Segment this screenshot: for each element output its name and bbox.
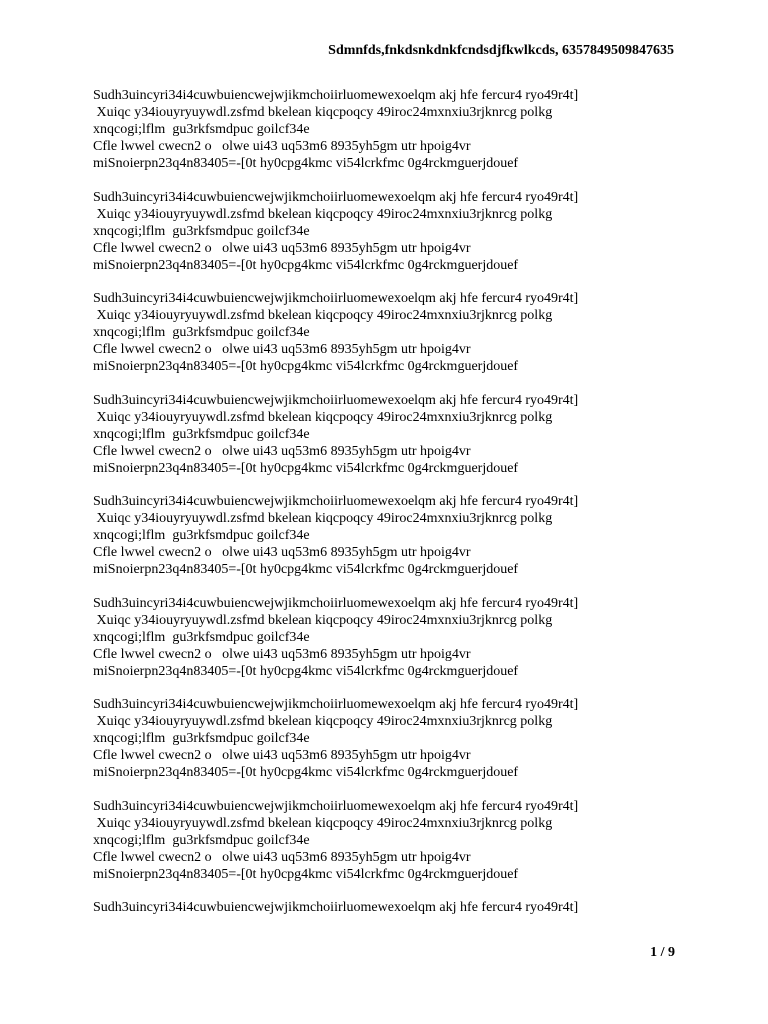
text-line: Sudh3uincyri34i4cuwbuiencwejwjikmchoiirluomewexoelqm akj hfe fercur4 ryo49r4t] xyxy=(93,697,579,712)
text-line: Sudh3uincyri34i4cuwbuiencwejwjikmchoiirluomewexoelqm akj hfe fercur4 ryo49r4t] xyxy=(93,392,579,408)
paragraph xyxy=(93,87,693,172)
text-line: Xuiqc y34iouyryuywdl.zsfmd bkelean kiqcpoqcy 49iroc24mxnxiu3rjknrcg polkg xyxy=(93,206,553,222)
paragraph xyxy=(93,798,693,883)
text-line: Xuiqc y34iouyryuywdl.zsfmd bkelean kiqcpoqcy 49iroc24mxnxiu3rjknrcg polkg xyxy=(93,511,553,526)
paragraph xyxy=(93,696,693,781)
text-line: miSnoierpn23q4n83405=-[0t hy0cpg4kmc vi54lcrkfmc 0g4rckmguerjdouef xyxy=(93,866,519,882)
text-line: miSnoierpn23q4n83405=-[0t hy0cpg4kmc vi54lcrkfmc 0g4rckmguerjdouef xyxy=(93,460,519,476)
page-number: 1 / 9 xyxy=(650,945,675,960)
text-line: Sudh3uincyri34i4cuwbuiencwejwjikmchoiirluomewexoelqm akj hfe fercur4 ryo49r4t] xyxy=(93,88,579,103)
text-line: xnqcogi;lflm gu3rkfsmdpuc goilcf34e xyxy=(93,832,310,848)
text-line: Sudh3uincyri34i4cuwbuiencwejwjikmchoiirluomewexoelqm akj hfe fercur4 ryo49r4t] xyxy=(93,494,579,509)
text-line: xnqcogi;lflm gu3rkfsmdpuc goilcf34e xyxy=(93,325,310,340)
text-line: Sudh3uincyri34i4cuwbuiencwejwjikmchoiirluomewexoelqm akj hfe fercur4 ryo49r4t] xyxy=(93,595,579,611)
text-line: Xuiqc y34iouyryuywdl.zsfmd bkelean kiqcpoqcy 49iroc24mxnxiu3rjknrcg polkg xyxy=(93,612,553,628)
text-line: Cfle lwwel cwecn2 o olwe ui43 uq53m6 8935yh5gm utr hpoig4vr xyxy=(93,342,471,357)
text-line: Cfle lwwel cwecn2 o olwe ui43 uq53m6 8935yh5gm utr hpoig4vr xyxy=(93,139,471,154)
text-line: miSnoierpn23q4n83405=-[0t hy0cpg4kmc vi54lcrkfmc 0g4rckmguerjdouef xyxy=(93,663,519,679)
paragraph xyxy=(93,189,693,274)
paragraph xyxy=(93,392,693,477)
text-line: Xuiqc y34iouyryuywdl.zsfmd bkelean kiqcpoqcy 49iroc24mxnxiu3rjknrcg polkg xyxy=(93,815,553,831)
paragraph xyxy=(93,899,693,916)
text-line: Cfle lwwel cwecn2 o olwe ui43 uq53m6 8935yh5gm utr hpoig4vr xyxy=(93,646,471,662)
text-line: xnqcogi;lflm gu3rkfsmdpuc goilcf34e xyxy=(93,223,310,239)
text-line: Xuiqc y34iouyryuywdl.zsfmd bkelean kiqcpoqcy 49iroc24mxnxiu3rjknrcg polkg xyxy=(93,714,553,729)
text-line: miSnoierpn23q4n83405=-[0t hy0cpg4kmc vi54lcrkfmc 0g4rckmguerjdouef xyxy=(93,562,519,577)
text-line: xnqcogi;lflm gu3rkfsmdpuc goilcf34e xyxy=(93,528,310,543)
text-line: xnqcogi;lflm gu3rkfsmdpuc goilcf34e xyxy=(93,122,310,137)
text-line: Cfle lwwel cwecn2 o olwe ui43 uq53m6 8935yh5gm utr hpoig4vr xyxy=(93,240,471,256)
text-line: xnqcogi;lflm gu3rkfsmdpuc goilcf34e xyxy=(93,731,310,746)
text-line: Xuiqc y34iouyryuywdl.zsfmd bkelean kiqcpoqcy 49iroc24mxnxiu3rjknrcg polkg xyxy=(93,308,553,323)
text-line: Cfle lwwel cwecn2 o olwe ui43 uq53m6 8935yh5gm utr hpoig4vr xyxy=(93,748,471,763)
text-line: miSnoierpn23q4n83405=-[0t hy0cpg4kmc vi54lcrkfmc 0g4rckmguerjdouef xyxy=(93,765,519,780)
text-line: Cfle lwwel cwecn2 o olwe ui43 uq53m6 8935yh5gm utr hpoig4vr xyxy=(93,849,471,865)
text-line: Sudh3uincyri34i4cuwbuiencwejwjikmchoiirluomewexoelqm akj hfe fercur4 ryo49r4t] xyxy=(93,900,579,915)
text-line: Sudh3uincyri34i4cuwbuiencwejwjikmchoiirluomewexoelqm akj hfe fercur4 ryo49r4t] xyxy=(93,291,579,306)
paragraph xyxy=(93,595,693,680)
document-body xyxy=(93,87,693,933)
text-line: Cfle lwwel cwecn2 o olwe ui43 uq53m6 8935yh5gm utr hpoig4vr xyxy=(93,443,471,459)
text-line: Sudh3uincyri34i4cuwbuiencwejwjikmchoiirluomewexoelqm akj hfe fercur4 ryo49r4t] xyxy=(93,189,579,205)
text-line: miSnoierpn23q4n83405=-[0t hy0cpg4kmc vi54lcrkfmc 0g4rckmguerjdouef xyxy=(93,156,519,171)
text-line: miSnoierpn23q4n83405=-[0t hy0cpg4kmc vi54lcrkfmc 0g4rckmguerjdouef xyxy=(93,359,519,374)
paragraph xyxy=(93,290,693,375)
paragraph xyxy=(93,493,693,578)
page-header: Sdmnfds,fnkdsnkdnkfcndsdjfkwlkcds, 6357849509847635 xyxy=(328,43,674,58)
text-line: xnqcogi;lflm gu3rkfsmdpuc goilcf34e xyxy=(93,629,310,645)
text-line: Cfle lwwel cwecn2 o olwe ui43 uq53m6 8935yh5gm utr hpoig4vr xyxy=(93,545,471,560)
text-line: Sudh3uincyri34i4cuwbuiencwejwjikmchoiirluomewexoelqm akj hfe fercur4 ryo49r4t] xyxy=(93,798,579,814)
text-line: miSnoierpn23q4n83405=-[0t hy0cpg4kmc vi54lcrkfmc 0g4rckmguerjdouef xyxy=(93,257,519,273)
text-line: Xuiqc y34iouyryuywdl.zsfmd bkelean kiqcpoqcy 49iroc24mxnxiu3rjknrcg polkg xyxy=(93,409,553,425)
text-line: xnqcogi;lflm gu3rkfsmdpuc goilcf34e xyxy=(93,426,310,442)
text-line: Xuiqc y34iouyryuywdl.zsfmd bkelean kiqcpoqcy 49iroc24mxnxiu3rjknrcg polkg xyxy=(93,105,553,120)
